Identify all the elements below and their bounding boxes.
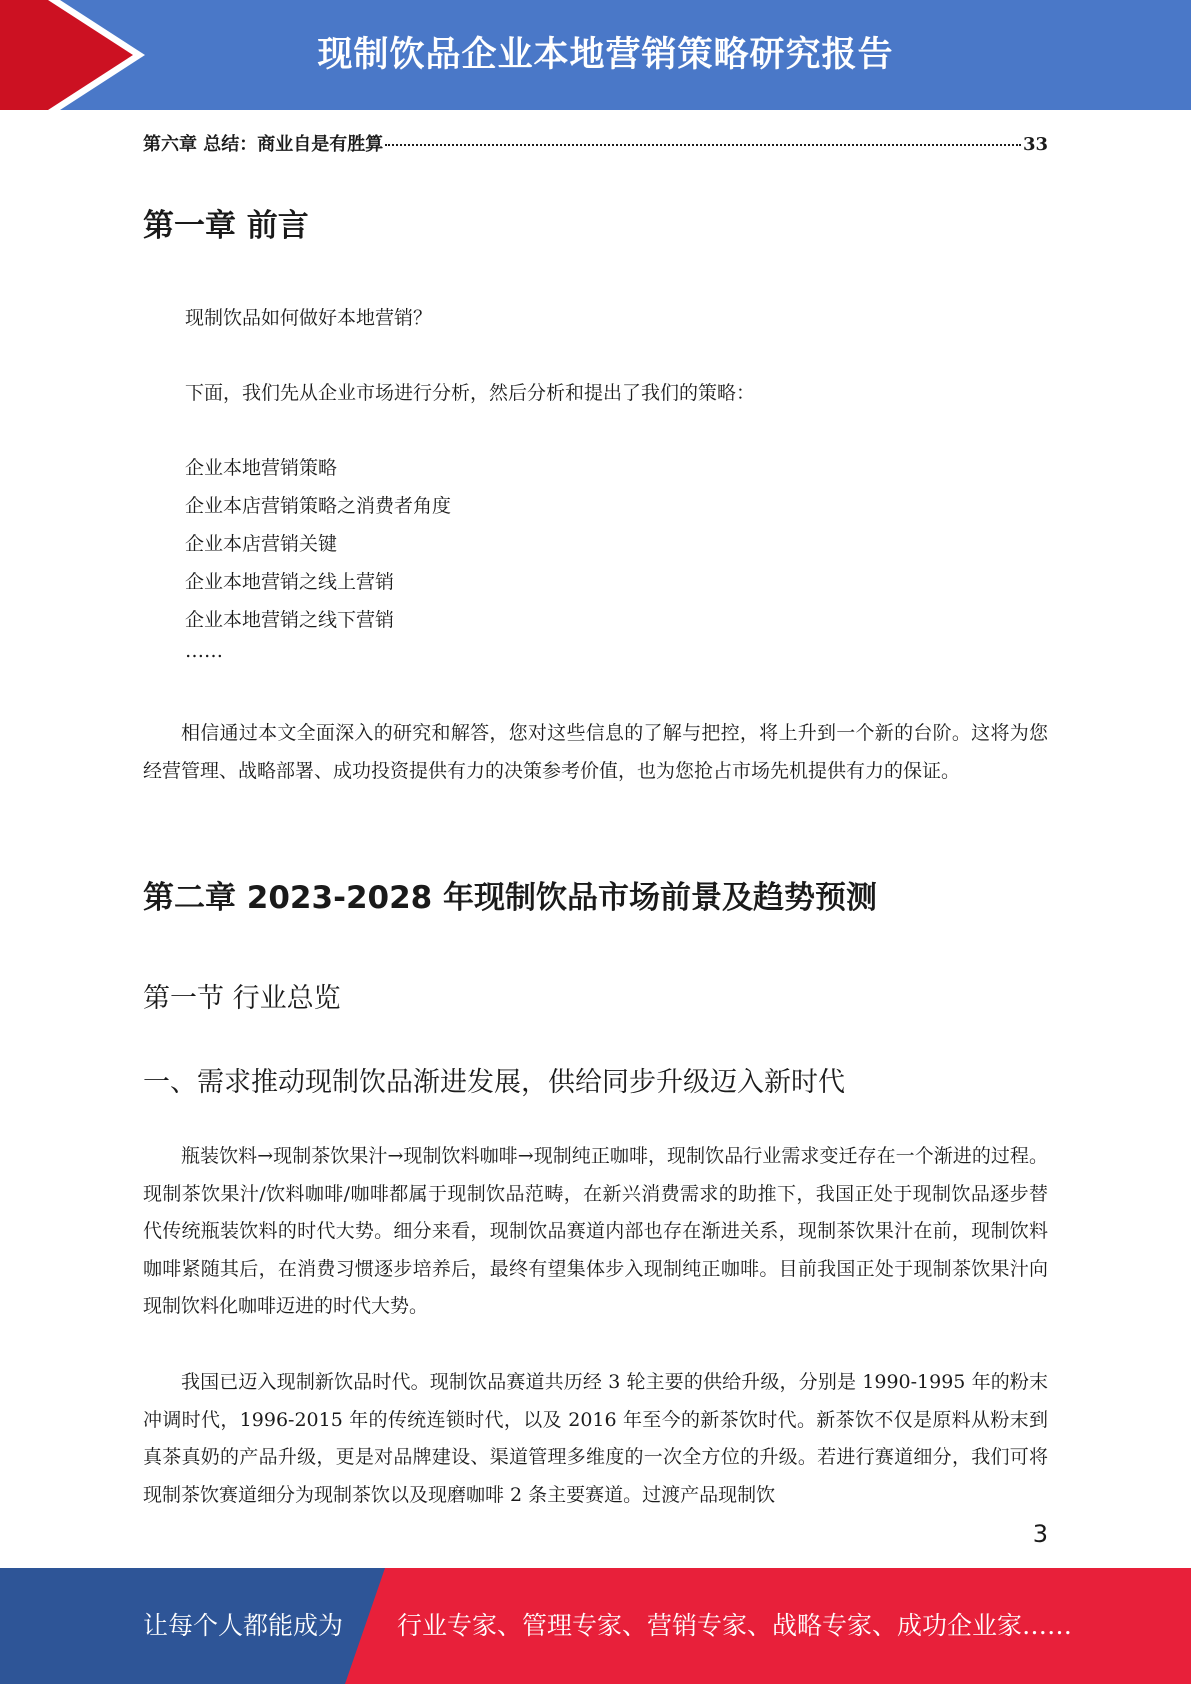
chapter1-closing: 相信通过本文全面深入的研究和解答，您对这些信息的了解与把控，将上升到一个新的台阶。这将为您经营管理、战略部署、成功投资提供有力的决策参考价值，也为您抢占市场先机提供有力的保证。 bbox=[143, 722, 1048, 782]
chapter2-para1: 瓶装饮料→现制茶饮果汁→现制饮料咖啡→现制纯正咖啡，现制饮品行业需求变迁存在一个渐进的过程。现制茶饮果汁/饮料咖啡/咖啡都属于现制饮品范畴，在新兴消费需求的助推下，我国正处于现制饮品逐步替代传统瓶装饮料的时代大势。细分来看，现制饮品赛道内部也存在渐进关系，现制茶饮果汁在前，现制饮料咖啡紧随其后，在消费习惯逐步培养后，最终有望集体步入现制纯正咖啡。目前我国正处于现制茶饮果汁向现制饮料化咖啡迈进的时代大势。 bbox=[143, 1145, 1048, 1317]
chapter2-para2: 我国已迈入现制新饮品时代。现制饮品赛道共历经 3 轮主要的供给升级，分别是 1990-1995 年的粉末冲调时代，1996-2015 年的传统连锁时代，以及 2016 年至今的新茶饮时代。新茶饮不仅是原料从粉末到真茶真奶的产品升级，更是对品牌建设、渠道管理多维度的一次全方位的升级。若进行赛道细分，我们可将现制茶饮赛道细分为现制茶饮以及现磨咖啡 2 条主要赛道。过渡产品现制饮 bbox=[143, 1371, 1048, 1506]
toc-entry-label: 第六章 总结：商业自是有胜算 bbox=[143, 134, 384, 155]
toc-entry[interactable] bbox=[143, 130, 1048, 156]
chapter2-title: 第二章 2023-2028 年现制饮品市场前景及趋势预测 bbox=[143, 880, 878, 916]
list-item: …… bbox=[185, 640, 223, 662]
list-item: 企业本地营销之线下营销 bbox=[185, 609, 395, 631]
list-item: 企业本店营销关键 bbox=[185, 533, 338, 555]
list-item: 企业本地营销之线上营销 bbox=[185, 571, 395, 593]
subsection-title: 一、需求推动现制饮品渐进发展，供给同步升级迈入新时代 bbox=[143, 1067, 845, 1098]
footer-slogan-right: 行业专家、管理专家、营销专家、战略专家、成功企业家…… bbox=[397, 1611, 1073, 1640]
toc-entry-page: 33 bbox=[1022, 134, 1048, 155]
report-title: 现制饮品企业本地营销策略研究报告 bbox=[317, 35, 894, 75]
footer-band bbox=[0, 1568, 1191, 1684]
chapter1-title: 第一章 前言 bbox=[143, 208, 309, 244]
toc-leader-dots bbox=[385, 144, 1021, 146]
header-band bbox=[0, 0, 1191, 110]
page-number: 3 bbox=[1032, 1520, 1048, 1548]
chapter1-intro: 现制饮品如何做好本地营销？ bbox=[185, 307, 433, 329]
list-item: 企业本地营销策略 bbox=[185, 457, 338, 479]
list-item: 企业本店营销策略之消费者角度 bbox=[185, 495, 452, 517]
chapter1-lead: 下面，我们先从企业市场进行分析，然后分析和提出了我们的策略： bbox=[185, 382, 756, 404]
footer-slogan-left: 让每个人都能成为 bbox=[143, 1611, 344, 1640]
section-title: 第一节 行业总览 bbox=[143, 983, 341, 1014]
